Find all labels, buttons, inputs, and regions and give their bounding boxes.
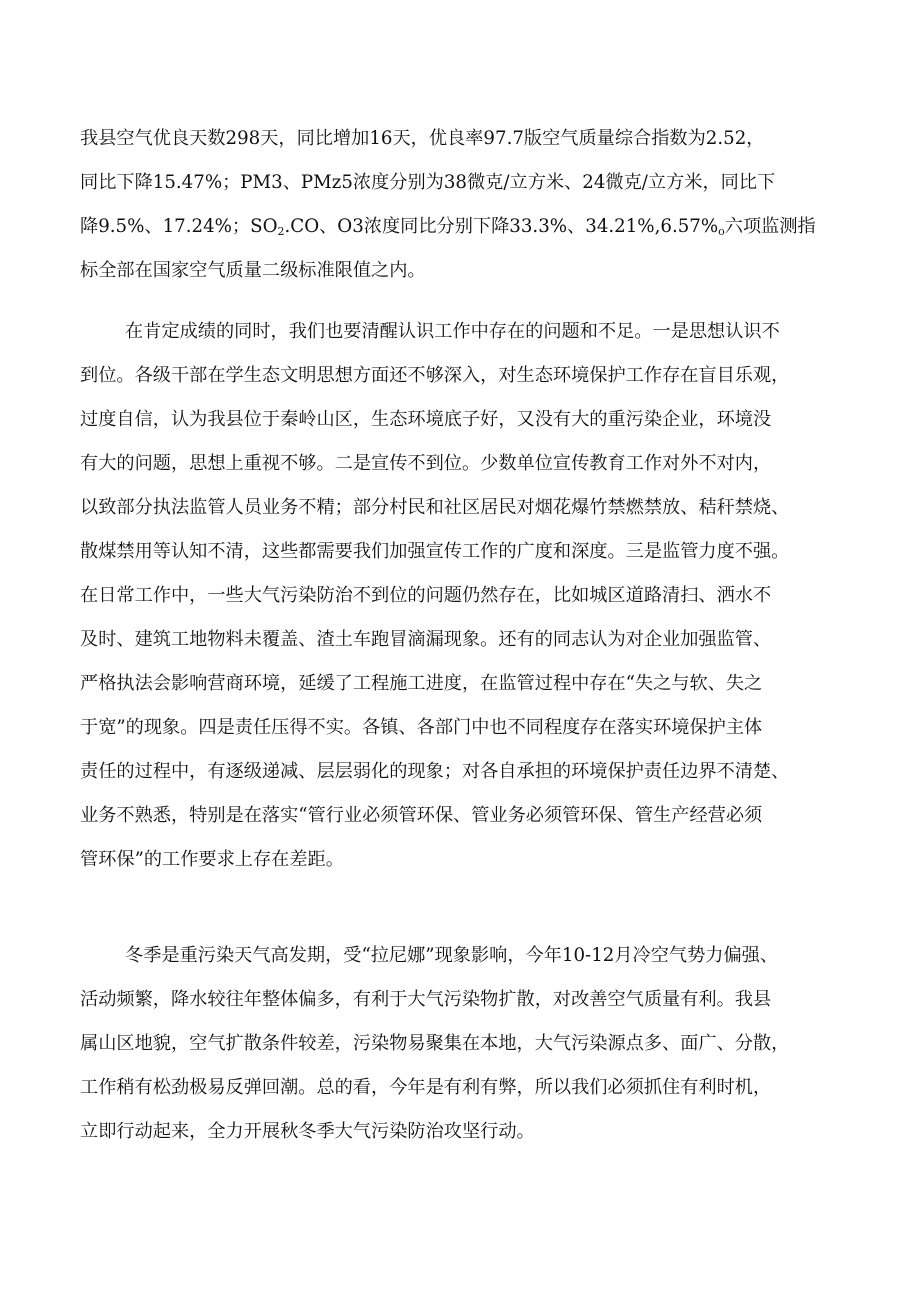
paragraph-line: 在肯定成绩的同时，我们也要清醒认识工作中存在的问题和不足。一是思想认识不 xyxy=(125,321,780,342)
paragraph-line: 有大的问题，思想上重视不够。二是宣传不到位。少数单位宣传教育工作对外不对内， xyxy=(80,453,772,474)
line-text: .CO、O3浓度同比分别下降33.3%、34.21%,6.57% xyxy=(284,216,719,237)
paragraph-line: 属山区地貌，空气扩散条件较差，污染物易聚集在本地，大气污染源点多、面广、分散， xyxy=(80,1033,790,1054)
paragraph-line: 于宽”的现象。四是责任压得不实。各镇、各部门中也不同程度存在落实环境保护主体 xyxy=(80,717,763,738)
paragraph-line: 管环保”的工作要求上存在差距。 xyxy=(80,849,344,870)
paragraph-line: 活动频繁，降水较往年整体偏多，有利于大气污染物扩散，对改善空气质量有利。我县 xyxy=(80,989,772,1010)
paragraph-line: 严格执法会影响营商环境，延缓了工程施工进度，在监管过程中存在“失之与软、失之 xyxy=(80,673,763,694)
line-text: 六项监测指 xyxy=(724,216,816,237)
line-text: 降9.5%、17.24%；SO xyxy=(80,216,278,237)
paragraph-line: 过度自信，认为我县位于秦岭山区，生态环境底子好，又没有大的重污染企业，环境没 xyxy=(80,409,772,430)
subscript: o xyxy=(718,225,725,238)
paragraph-air-quality xyxy=(80,117,850,293)
paragraph-line: 冬季是重污染天气高发期，受“拉尼娜”现象影响，今年10-12月冷空气势力偏强、 xyxy=(125,945,779,966)
paragraph-line: 散煤禁用等认知不清，这些都需要我们加强宣传工作的广度和深度。三是监管力度不强。 xyxy=(80,541,790,562)
paragraph-line: 业务不熟悉，特别是在落实“管行业必须管环保、管业务必须管环保、管生产经营必须 xyxy=(80,805,763,826)
paragraph-line: 标全部在国家空气质量二级标准限值之内。 xyxy=(80,260,426,281)
paragraph-line: 立即行动起来，全力开展秋冬季大气污染防治攻坚行动。 xyxy=(80,1121,535,1142)
paragraph-line: 我县空气优良天数298天，同比增加16天，优良率97.7版空气质量综合指数为2.52， xyxy=(80,128,765,149)
paragraph-line xyxy=(80,205,850,249)
paragraph-line: 到位。各级干部在学生态文明思想方面还不够深入，对生态环境保护工作存在盲目乐观， xyxy=(80,365,790,386)
paragraph-line: 工作稍有松劲极易反弹回潮。总的看，今年是有利有弊，所以我们必须抓住有利时机， xyxy=(80,1077,772,1098)
paragraph-winter xyxy=(80,934,850,1154)
paragraph-line: 在日常工作中，一些大气污染防治不到位的问题仍然存在，比如城区道路清扫、洒水不 xyxy=(80,585,772,606)
paragraph-line: 同比下降15.47%；PM3、PMz5浓度分别为38微克/立方米、24微克/立方米，同比下 xyxy=(80,172,776,193)
paragraph-problems xyxy=(80,310,850,882)
paragraph-line: 责任的过程中，有逐级递减、层层弱化的现象；对各自承担的环境保护责任边界不清楚、 xyxy=(80,761,790,782)
subscript: 2 xyxy=(277,225,285,238)
paragraph-line: 及时、建筑工地物料未覆盖、渣土车跑冒滴漏现象。还有的同志认为对企业加强监管、 xyxy=(80,629,772,650)
paragraph-line: 以致部分执法监管人员业务不精；部分村民和社区居民对烟花爆竹禁燃禁放、秸秆禁烧、 xyxy=(80,497,790,518)
